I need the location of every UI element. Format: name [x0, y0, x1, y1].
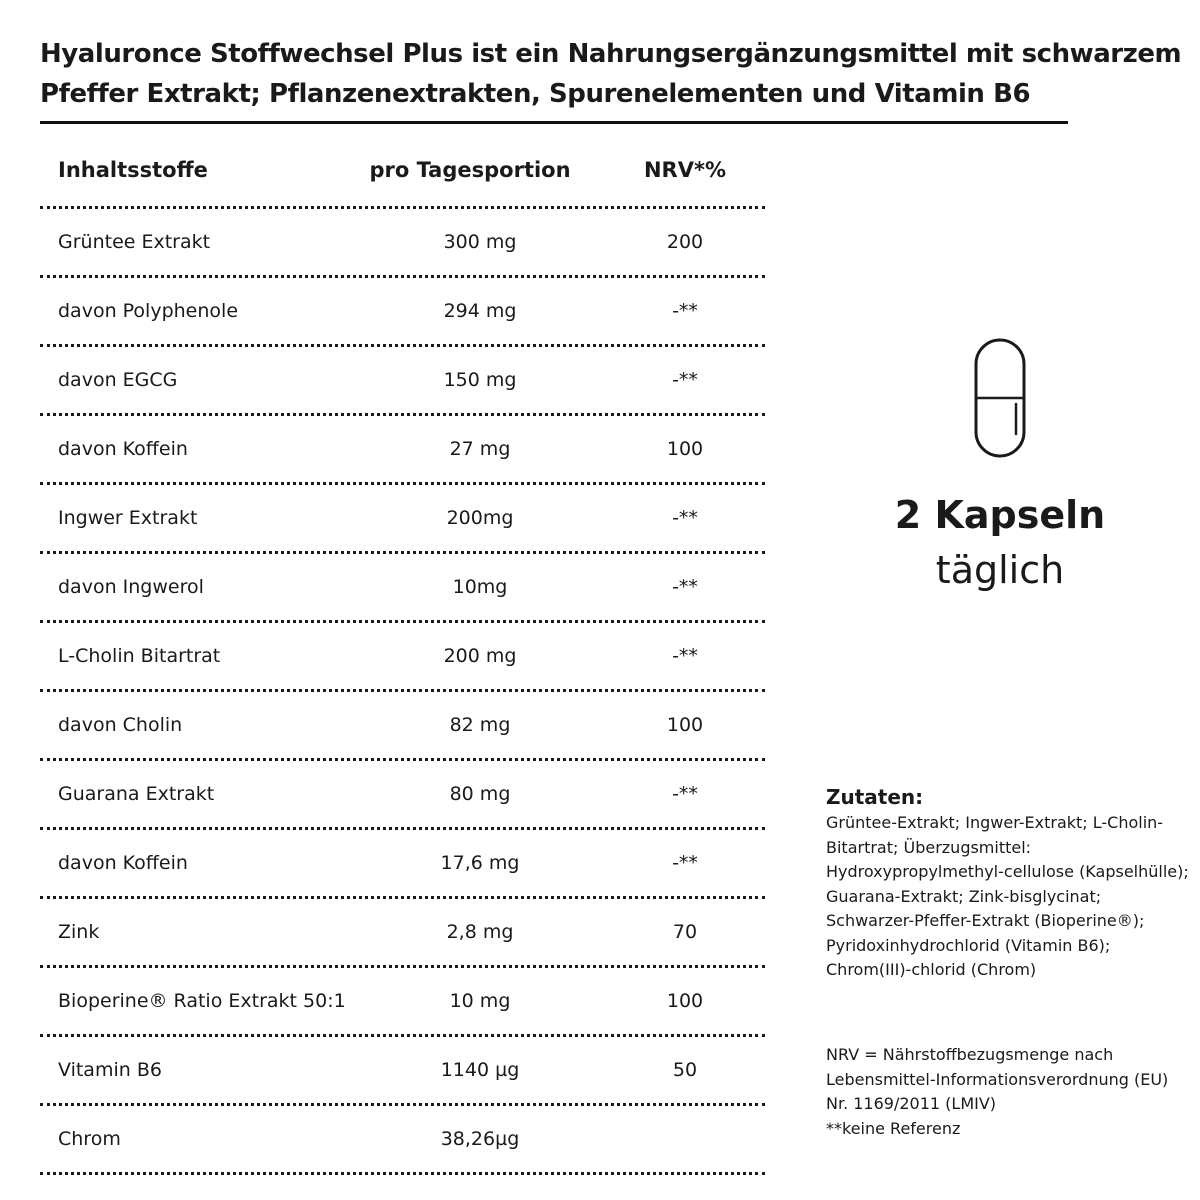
ingredient-name: davon Koffein [58, 852, 188, 874]
ingredient-amount: 1140 µg [440, 1059, 520, 1081]
ingredient-nrv: -** [672, 507, 698, 529]
dosage-amount: 2 Kapseln [894, 493, 1106, 537]
ingredient-name: Ingwer Extrakt [58, 507, 198, 529]
table-row [40, 623, 765, 692]
ingredient-amount: 150 mg [443, 369, 517, 391]
ingredient-name: Bioperine® Ratio Extrakt 50:1 [58, 990, 346, 1012]
table-row [40, 1037, 765, 1106]
ingredient-nrv: 100 [666, 990, 704, 1012]
table-row [40, 761, 765, 830]
ingredient-amount: 80 mg [449, 783, 511, 805]
table-row [40, 416, 765, 485]
table-header-row [40, 140, 765, 209]
ingredient-name: Guarana Extrakt [58, 783, 215, 805]
heading-divider [40, 121, 1068, 124]
ingredient-nrv: 50 [672, 1059, 698, 1081]
ingredient-amount: 200 mg [443, 645, 517, 667]
ingredient-name: davon Cholin [58, 714, 183, 736]
header-daily-portion: pro Tagesportion [369, 158, 571, 182]
ingredient-nrv: -** [672, 300, 698, 322]
ingredient-amount: 82 mg [449, 714, 511, 736]
heading-line-2: Pfeffer Extrakt; Pflanzenextrakten, Spurenelementen und Vitamin B6 [40, 79, 1031, 109]
ingredients-text: Grüntee-Extrakt; Ingwer-Extrakt; L-Cholin-Bitartrat; Überzugsmittel: Hydroxypropylmethyl-cellulose (Kapselhülle); Guarana-Extrakt; Zink-bisglycinat; Schwarzer-Pfeffer-Extrakt (Bioperine®); Pyridoxinhydrochlorid (Vitamin B6); Chrom(III)-chlorid (Chrom) [826, 813, 1189, 979]
ingredient-nrv: -** [672, 369, 698, 391]
nrv-note-line-2: Lebensmittel-Informationsverordnung (EU) [826, 1069, 1169, 1089]
ingredient-nrv: 100 [666, 438, 704, 460]
ingredient-name: Chrom [58, 1128, 121, 1150]
ingredient-name: L-Cholin Bitartrat [58, 645, 221, 667]
nrv-note [826, 1043, 1192, 1141]
table-row [40, 692, 765, 761]
ingredient-amount: 300 mg [443, 231, 517, 253]
ingredient-amount: 10mg [452, 576, 508, 598]
ingredient-amount: 2,8 mg [446, 921, 514, 943]
ingredient-name: davon Polyphenole [58, 300, 239, 322]
table-row [40, 554, 765, 623]
header-ingredients: Inhaltsstoffe [58, 158, 208, 182]
heading-line-1: Hyaluronce Stoffwechsel Plus ist ein Nahrungsergänzungsmittel mit schwarzem [40, 39, 1182, 69]
nutrition-table [40, 140, 765, 1175]
header-nrv: NRV*% [643, 158, 727, 182]
table-row [40, 278, 765, 347]
ingredient-amount: 38,26µg [440, 1128, 520, 1150]
ingredient-nrv: 70 [672, 921, 698, 943]
ingredient-amount: 200mg [446, 507, 514, 529]
nrv-note-line-4: **keine Referenz [826, 1118, 961, 1138]
ingredient-name: Zink [58, 921, 100, 943]
ingredient-nrv [605, 1106, 765, 1172]
ingredient-nrv: -** [672, 852, 698, 874]
ingredient-nrv: 100 [666, 714, 704, 736]
page-heading [40, 34, 1190, 114]
capsule-icon [970, 336, 1030, 460]
ingredient-name: davon EGCG [58, 369, 178, 391]
table-row [40, 485, 765, 554]
ingredient-nrv: -** [672, 783, 698, 805]
table-row [40, 209, 765, 278]
nrv-note-line-1: NRV = Nährstoffbezugsmenge nach [826, 1045, 1114, 1064]
ingredient-nrv: 200 [666, 231, 704, 253]
ingredient-nrv: -** [672, 576, 698, 598]
table-row [40, 347, 765, 416]
ingredient-amount: 27 mg [449, 438, 511, 460]
ingredient-amount: 10 mg [449, 990, 511, 1012]
table-row [40, 830, 765, 899]
table-row [40, 899, 765, 968]
ingredient-nrv: -** [672, 645, 698, 667]
ingredient-amount: 17,6 mg [440, 852, 520, 874]
nrv-note-line-3: Nr. 1169/2011 (LMIV) [826, 1094, 997, 1113]
ingredient-name: Vitamin B6 [58, 1059, 162, 1081]
ingredients-title: Zutaten: [826, 785, 924, 809]
dosage-frequency: täglich [935, 548, 1065, 592]
ingredient-amount: 294 mg [443, 300, 517, 322]
ingredient-name: Grüntee Extrakt [58, 231, 211, 253]
table-row [40, 1106, 765, 1175]
ingredient-name: davon Ingwerol [58, 576, 204, 598]
ingredient-name: davon Koffein [58, 438, 188, 460]
table-body [40, 209, 765, 1175]
table-row [40, 968, 765, 1037]
